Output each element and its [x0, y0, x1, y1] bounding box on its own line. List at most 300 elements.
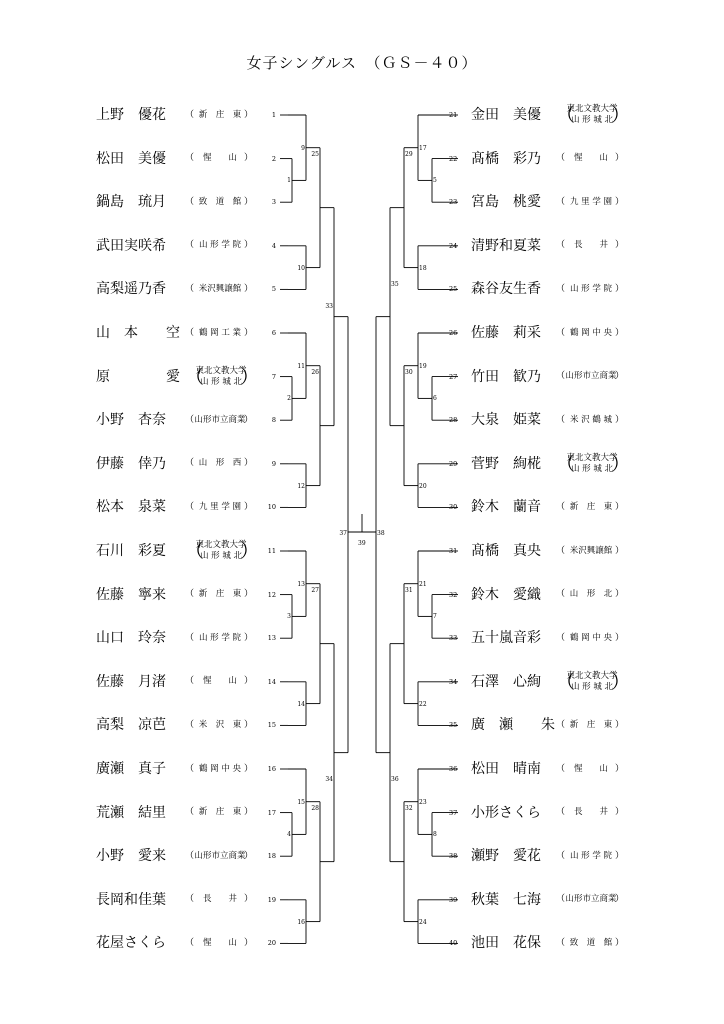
match-number: 15: [297, 798, 305, 806]
school-line: 山形市立商業: [194, 850, 246, 861]
player-name-left: 伊藤 倖乃: [96, 455, 166, 472]
school-close-paren: ）: [614, 719, 624, 730]
player-name-left: 荒瀬 結里: [96, 804, 166, 821]
school-close-paren: ）: [243, 676, 253, 687]
seed-number-left: 5: [271, 285, 276, 294]
school-line: 鶴 岡 工 業: [198, 327, 242, 338]
player-name-left: 高梨 凉芭: [96, 717, 166, 734]
player-school-right: [556, 284, 622, 295]
player-name-left: 松田 美優: [96, 150, 166, 167]
player-school-right: [556, 452, 630, 475]
school-open-paren: （: [185, 327, 195, 338]
player-school-left: [185, 807, 251, 818]
player-school-left: [185, 110, 251, 121]
match-number: 3: [287, 613, 291, 621]
school-open-paren: （: [185, 240, 195, 251]
school-text: [565, 633, 617, 644]
player-school-left: [185, 720, 251, 731]
match-number: 31: [405, 586, 413, 594]
player-name-right: 小形さくら: [471, 804, 541, 821]
school-open-paren: （: [556, 763, 566, 774]
match-number: 12: [297, 482, 305, 490]
school-open-paren: （: [185, 109, 195, 120]
school-close-paren: ）: [614, 283, 624, 294]
match-number: 39: [358, 540, 366, 547]
match-number: 35: [391, 280, 399, 288]
player-name-right: 池田 花保: [471, 935, 541, 952]
match-number: 8: [433, 831, 437, 839]
seed-number-right: 36: [449, 765, 458, 773]
seed-number-right: 26: [449, 329, 458, 337]
player-name-left: 松本 泉菜: [96, 499, 166, 516]
seed-number-right: 31: [449, 547, 458, 555]
school-line: 長 井: [573, 807, 608, 818]
player-name-right: 松田 晴南: [471, 761, 541, 777]
school-open-paren: （: [556, 937, 566, 948]
seed-number-left: 16: [267, 765, 276, 773]
player-name-right: 石澤 心絢: [471, 673, 541, 690]
match-number: 30: [405, 368, 413, 376]
player-name-right: 佐藤 莉采: [471, 325, 541, 341]
seed-number-left: 1: [271, 111, 276, 119]
school-close-paren: ）: [614, 632, 624, 643]
player-name-right: 金田 美優: [471, 107, 541, 123]
school-close-paren: ）: [243, 894, 253, 905]
seed-number-right: 21: [449, 111, 458, 119]
match-number: 38: [377, 530, 385, 537]
seed-number-right: 39: [449, 895, 458, 904]
match-number: 5: [433, 177, 437, 185]
school-open-paren: （: [556, 545, 566, 556]
player-name-right: 廣 瀬 朱: [471, 717, 555, 734]
school-line: 山 形 学 院: [569, 283, 613, 294]
school-open-paren: （: [556, 670, 576, 693]
seed-number-left: 6: [271, 329, 276, 337]
player-name-right: 菅野 絢椛: [471, 455, 541, 472]
player-school-right: [556, 328, 622, 339]
player-school-right: [556, 670, 630, 693]
school-close-paren: ）: [243, 850, 253, 861]
seed-number-left: 18: [267, 852, 276, 861]
school-open-paren: （: [185, 458, 195, 469]
player-name-right: 髙橋 彩乃: [471, 150, 541, 167]
school-text: [565, 371, 617, 382]
school-open-paren: （: [556, 414, 566, 425]
school-line: 山 形 城 北: [199, 551, 243, 561]
seed-number-right: 37: [449, 808, 458, 817]
player-name-left: 山 本 空: [96, 325, 180, 341]
seed-number-right: 40: [449, 939, 458, 948]
school-line: 新 庄 東: [198, 589, 242, 600]
player-school-right: [556, 764, 622, 775]
school-close-paren: ）: [610, 104, 630, 126]
player-name-right: 鈴木 蘭音: [471, 499, 541, 516]
school-close-paren: ）: [243, 283, 253, 294]
player-name-left: 山口 玲奈: [96, 630, 166, 647]
school-close-paren: ）: [614, 501, 624, 512]
player-name-right: 森谷友生香: [471, 281, 541, 298]
school-line: 致 道 館: [569, 937, 613, 948]
school-line: 山形市立商業: [565, 371, 617, 382]
page-title: 女子シングルス （ＧＳ－４０）: [246, 54, 478, 72]
match-number: 4: [287, 831, 291, 839]
player-name-left: 佐藤 寧来: [96, 586, 166, 603]
school-close-paren: ）: [610, 670, 630, 693]
seed-number-left: 3: [271, 198, 276, 207]
player-school-right: [556, 938, 622, 949]
school-line: 山 形 城 北: [570, 115, 614, 125]
match-number: 34: [325, 775, 333, 783]
school-text: [194, 110, 246, 121]
match-number: 36: [391, 775, 399, 783]
player-name-left: 鍋島 琉月: [96, 194, 166, 211]
player-school-left: [185, 197, 251, 208]
match-number: 19: [419, 362, 427, 370]
school-line: 山 形 学 院: [198, 240, 242, 251]
school-line: 東北文教大学: [195, 540, 247, 550]
match-number: 9: [301, 144, 305, 152]
school-text: [194, 197, 246, 208]
school-close-paren: ）: [243, 458, 253, 469]
school-open-paren: （: [185, 676, 195, 687]
school-text: [566, 453, 618, 475]
school-close-paren: ）: [614, 545, 624, 556]
school-text: [565, 197, 617, 208]
school-text: [565, 851, 617, 862]
player-name-right: 宮島 桃愛: [471, 194, 541, 211]
player-school-right: [556, 104, 630, 126]
player-name-left: 石川 彩夏: [96, 543, 166, 559]
player-name-left: 長岡和佳葉: [96, 891, 166, 908]
school-text: [194, 284, 246, 295]
school-line: 山 形 城 北: [199, 376, 243, 387]
school-line: 惺 山: [202, 153, 237, 164]
match-number: 11: [297, 362, 305, 370]
seed-number-left: 20: [267, 939, 276, 948]
match-number: 6: [433, 395, 437, 403]
school-line: 惺 山: [573, 763, 608, 774]
seed-number-left: 2: [271, 154, 276, 163]
school-close-paren: ）: [614, 589, 624, 600]
school-line: 鶴 岡 中 央: [569, 632, 613, 643]
player-name-right: 竹田 歓乃: [471, 368, 541, 385]
school-line: 致 道 館: [198, 196, 242, 207]
player-school-left: [185, 764, 251, 775]
match-number: 22: [419, 700, 427, 708]
player-school-left: [185, 540, 259, 562]
school-line: 山 形 学 院: [198, 632, 242, 643]
school-line: 山 形 西: [198, 458, 242, 469]
school-text: [566, 671, 618, 693]
player-name-right: 清野和夏菜: [471, 237, 541, 254]
school-text: [565, 284, 617, 295]
seed-number-right: 22: [449, 154, 458, 163]
school-open-paren: （: [556, 719, 566, 730]
player-school-right: [556, 807, 622, 818]
school-open-paren: （: [185, 850, 195, 861]
school-open-paren: （: [556, 327, 566, 338]
player-name-right: 瀬野 愛花: [471, 848, 541, 865]
player-name-left: 佐藤 月渚: [96, 673, 166, 690]
school-close-paren: ）: [614, 763, 624, 774]
school-text: [194, 676, 246, 687]
player-school-right: [556, 240, 622, 251]
school-text: [194, 240, 246, 251]
school-close-paren: ）: [243, 240, 253, 251]
match-number: 10: [297, 264, 305, 272]
school-open-paren: （: [185, 894, 195, 905]
school-open-paren: （: [185, 283, 195, 294]
school-line: 米 沢 東: [198, 719, 242, 730]
match-number: 13: [297, 580, 305, 588]
school-line: 米沢興譲館: [569, 545, 613, 556]
seed-number-left: 4: [271, 241, 276, 250]
seed-number-right: 33: [449, 634, 458, 643]
school-open-paren: （: [556, 589, 566, 600]
player-school-left: [185, 328, 251, 339]
player-name-left: 小野 愛来: [96, 848, 166, 865]
school-text: [194, 153, 246, 164]
school-open-paren: （: [556, 196, 566, 207]
match-number: 23: [419, 798, 427, 806]
school-text: [194, 720, 246, 731]
school-open-paren: （: [556, 894, 566, 905]
school-open-paren: （: [556, 850, 566, 861]
school-line: 鶴 岡 中 央: [569, 327, 613, 338]
player-school-right: [556, 415, 622, 426]
match-number: 16: [297, 918, 305, 926]
school-open-paren: （: [556, 240, 566, 251]
school-close-paren: ）: [243, 414, 253, 425]
player-school-left: [185, 458, 251, 469]
school-line: 惺 山: [573, 153, 608, 164]
seed-number-right: 24: [449, 241, 458, 250]
school-close-paren: ）: [614, 196, 624, 207]
player-school-left: [185, 240, 251, 251]
school-line: 惺 山: [202, 676, 237, 687]
school-text: [566, 104, 618, 126]
seed-number-left: 11: [267, 547, 276, 555]
seed-number-right: 38: [449, 852, 458, 861]
school-text: [565, 415, 617, 426]
school-line: 長 井: [202, 894, 237, 905]
player-school-right: [556, 153, 622, 164]
player-name-right: 秋葉 七海: [471, 891, 541, 908]
school-text: [194, 851, 246, 862]
seed-number-right: 35: [449, 721, 458, 730]
school-line: 山 形 城 北: [570, 463, 614, 474]
school-open-paren: （: [185, 589, 195, 600]
seed-number-right: 32: [449, 590, 458, 599]
player-school-right: [556, 371, 622, 382]
match-number: 21: [419, 580, 427, 588]
school-close-paren: ）: [243, 589, 253, 600]
school-close-paren: ）: [243, 501, 253, 512]
school-close-paren: ）: [243, 807, 253, 818]
school-open-paren: （: [556, 104, 576, 126]
school-close-paren: ）: [243, 719, 253, 730]
seed-number-right: 27: [449, 372, 458, 381]
player-school-right: [556, 197, 622, 208]
player-school-left: [185, 415, 251, 426]
school-text: [194, 458, 246, 469]
school-line: 東北文教大学: [566, 670, 618, 681]
player-school-left: [185, 938, 251, 949]
school-line: 山 形 学 院: [569, 850, 613, 861]
match-number: 27: [311, 586, 319, 594]
school-close-paren: ）: [614, 240, 624, 251]
school-close-paren: ）: [243, 153, 253, 164]
school-close-paren: ）: [243, 632, 253, 643]
match-number: 29: [405, 150, 413, 158]
school-close-paren: ）: [239, 365, 259, 388]
school-text: [565, 589, 617, 600]
seed-number-left: 19: [267, 895, 276, 904]
player-name-left: 小野 杏奈: [96, 412, 166, 429]
school-close-paren: ）: [243, 763, 253, 774]
school-line: 米沢興譲館: [198, 283, 242, 294]
seed-number-left: 13: [267, 634, 276, 643]
school-text: [194, 328, 246, 339]
player-name-left: 原 愛: [96, 368, 180, 385]
school-text: [565, 153, 617, 164]
school-open-paren: （: [556, 452, 576, 475]
player-school-left: [185, 502, 251, 513]
seed-number-right: 28: [449, 416, 458, 425]
school-line: 新 庄 東: [198, 807, 242, 818]
school-text: [565, 894, 617, 905]
player-name-left: 花屋さくら: [96, 935, 166, 952]
school-open-paren: （: [185, 719, 195, 730]
school-open-paren: （: [185, 414, 195, 425]
match-number: 7: [433, 613, 437, 621]
school-line: 鶴 岡 中 央: [198, 763, 242, 774]
player-school-left: [185, 284, 251, 295]
school-line: 山形市立商業: [565, 894, 617, 905]
school-text: [195, 366, 247, 388]
match-number: 33: [325, 302, 333, 310]
player-school-left: [185, 365, 259, 388]
match-number: 14: [297, 700, 305, 708]
player-school-left: [185, 851, 251, 862]
school-open-paren: （: [556, 153, 566, 164]
seed-number-left: 8: [271, 416, 276, 425]
match-number: 32: [405, 804, 413, 812]
match-number: 17: [419, 144, 427, 152]
school-text: [565, 546, 617, 557]
player-name-left: 武田実咲希: [96, 237, 166, 254]
school-close-paren: ）: [243, 109, 253, 120]
seed-number-right: 30: [449, 503, 458, 512]
school-close-paren: ）: [243, 937, 253, 948]
school-line: 米 沢 鶴 城: [569, 414, 613, 425]
school-text: [565, 764, 617, 775]
school-text: [194, 764, 246, 775]
school-close-paren: ）: [243, 196, 253, 207]
seed-number-right: 29: [449, 459, 458, 468]
school-line: 東北文教大学: [566, 104, 618, 114]
seed-number-left: 12: [267, 590, 276, 599]
seed-number-left: 10: [267, 503, 276, 512]
match-number: 2: [287, 395, 291, 403]
school-line: 九 里 学 園: [198, 501, 242, 512]
school-text: [194, 589, 246, 600]
school-close-paren: ）: [614, 327, 624, 338]
player-school-right: [556, 851, 622, 862]
player-school-left: [185, 676, 251, 687]
school-open-paren: （: [185, 540, 205, 562]
school-text: [194, 502, 246, 513]
school-close-paren: ）: [614, 807, 624, 818]
match-number: 24: [419, 918, 427, 926]
player-name-right: 五十嵐音彩: [471, 630, 541, 647]
school-close-paren: ）: [614, 414, 624, 425]
school-open-paren: （: [185, 632, 195, 643]
seed-number-left: 17: [267, 808, 276, 817]
school-open-paren: （: [185, 196, 195, 207]
player-school-right: [556, 502, 622, 513]
school-line: 新 庄 東: [569, 501, 613, 512]
match-number: 25: [311, 150, 319, 158]
school-open-paren: （: [185, 153, 195, 164]
school-line: 山形市立商業: [194, 414, 246, 425]
school-text: [194, 415, 246, 426]
player-school-right: [556, 546, 622, 557]
seed-number-left: 15: [267, 721, 276, 730]
school-text: [565, 502, 617, 513]
player-school-right: [556, 894, 622, 905]
player-school-left: [185, 633, 251, 644]
school-line: 新 庄 東: [569, 719, 613, 730]
match-number: 1: [287, 177, 291, 185]
player-name-left: 上野 優花: [96, 107, 166, 123]
player-name-right: 大泉 姫菜: [471, 412, 541, 429]
school-text: [565, 240, 617, 251]
player-school-right: [556, 589, 622, 600]
school-text: [194, 807, 246, 818]
player-school-left: [185, 153, 251, 164]
match-number: 18: [419, 264, 427, 272]
school-close-paren: ）: [614, 371, 624, 382]
school-text: [195, 540, 247, 562]
school-close-paren: ）: [239, 540, 259, 562]
school-open-paren: （: [556, 371, 566, 382]
player-school-right: [556, 633, 622, 644]
school-close-paren: ）: [243, 327, 253, 338]
school-close-paren: ）: [614, 153, 624, 164]
school-close-paren: ）: [614, 850, 624, 861]
school-open-paren: （: [185, 365, 205, 388]
seed-number-right: 34: [449, 677, 458, 686]
school-text: [565, 938, 617, 949]
match-number: 26: [311, 368, 319, 376]
player-name-right: 鈴木 愛織: [471, 586, 541, 603]
school-open-paren: （: [556, 632, 566, 643]
school-line: 山 形 北: [569, 589, 613, 600]
school-line: 長 井: [573, 240, 608, 251]
school-open-paren: （: [185, 937, 195, 948]
player-name-left: 廣瀬 真子: [96, 761, 166, 777]
school-text: [194, 938, 246, 949]
school-line: 東北文教大学: [195, 365, 247, 376]
school-text: [565, 720, 617, 731]
school-close-paren: ）: [610, 452, 630, 475]
school-close-paren: ）: [614, 894, 624, 905]
seed-number-left: 9: [271, 459, 276, 468]
match-number: 20: [419, 482, 427, 490]
school-open-paren: （: [185, 763, 195, 774]
school-open-paren: （: [185, 807, 195, 818]
